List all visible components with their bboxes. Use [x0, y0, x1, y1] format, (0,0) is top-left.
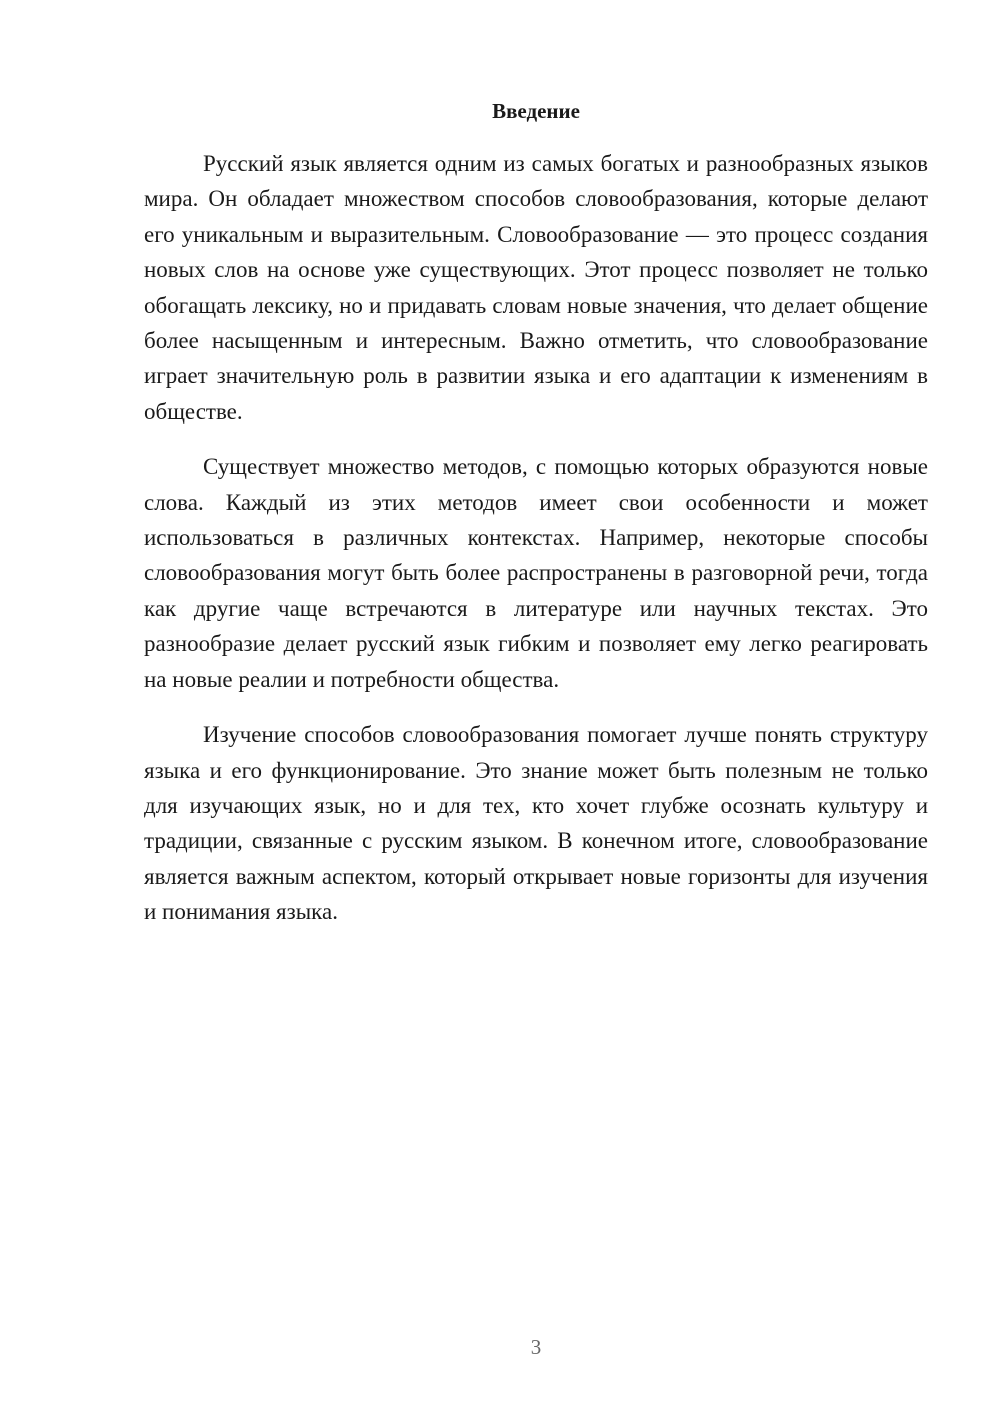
paragraph-1: Русский язык является одним из самых богатых и разнообразных языков мира. Он обладает множеством способов словообразования, которые делают его уникальным и выразительным. Словообразование — это процесс создания новых слов на основе уже существующих. Этот процесс позволяет не только обогащать лексику, но и придавать словам новые значения, что делает общение более насыщенным и интересным. Важно отметить, что словообразование играет значительную роль в развитии языка и его адаптации к изменениям в обществе.	[144, 151, 928, 424]
paragraph-2: Существует множество методов, с помощью которых образуются новые слова. Каждый из этих методов имеет свои особенности и может использоваться в различных контекстах. Например, некоторые способы словообразования могут быть более распространены в разговорной речи, тогда как другие чаще встречаются в литературе или научных текстах. Это разнообразие делает русский язык гибким и позволяет ему легко реагировать на новые реалии и потребности общества.	[144, 454, 928, 692]
section-title: Введение	[492, 99, 580, 123]
page-number: 3	[530, 1335, 542, 1359]
page-content	[144, 98, 928, 930]
paragraph-3: Изучение способов словообразования помогает лучше понять структуру языка и его функционирование. Это знание может быть полезным не только для изучающих язык, но и для тех, кто хочет глубже осознать культуру и традиции, связанные с русским языком. В конечном итоге, словообразование является важным аспектом, который открывает новые горизонты для изучения и понимания языка.	[144, 722, 928, 925]
